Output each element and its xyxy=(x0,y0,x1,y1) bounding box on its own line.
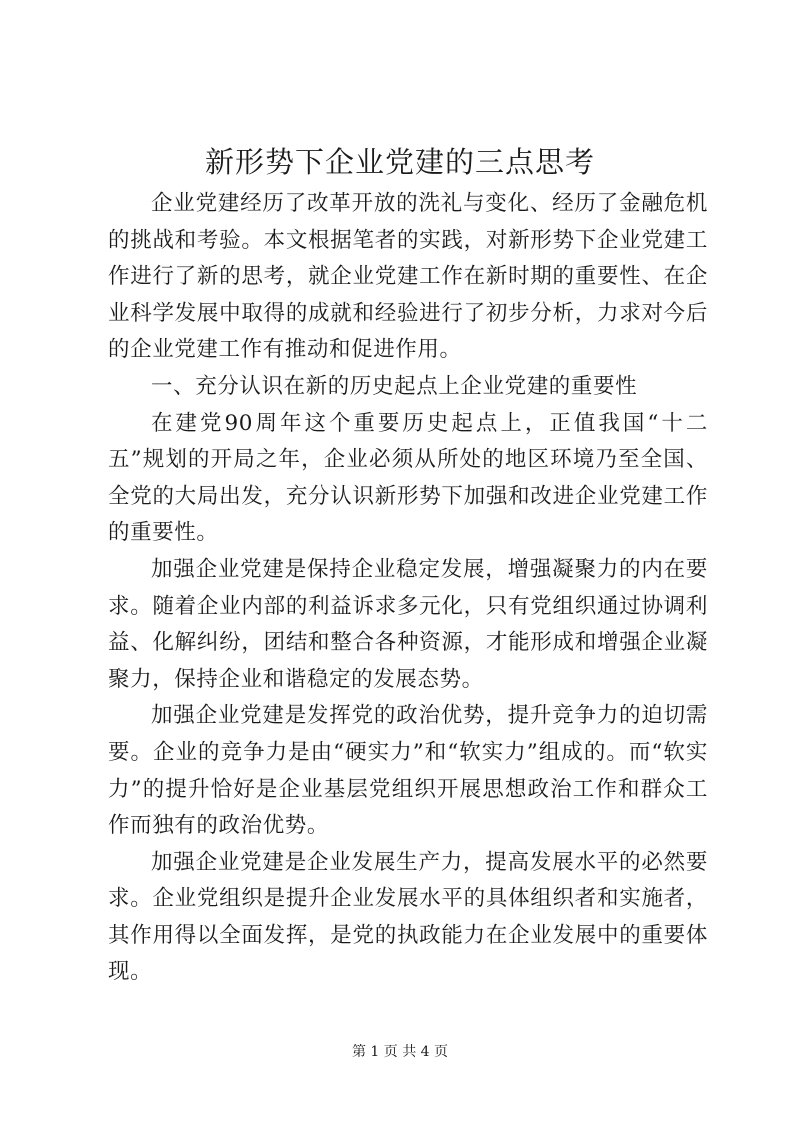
paragraph-context: 在建党90周年这个重要历史起点上，正值我国“十二五”规划的开局之年，企业必须从所处的地区环境乃至全国、全党的大局出发，充分认识新形势下加强和改进企业党建工作的重要性。 xyxy=(108,410,708,546)
paragraph-intro: 企业党建经历了改革开放的洗礼与变化、经历了金融危机的挑战和考验。本文根据笔者的实践，对新形势下企业党建工作进行了新的思考，就企业党建工作在新时期的重要性、在企业科学发展中取得的成就和经验进行了初步分析，力求对今后的企业党建工作有推动和促进作用。 xyxy=(108,191,708,363)
page-footer: 第 1 页 共 4 页 xyxy=(351,1044,449,1060)
document-body xyxy=(108,186,708,991)
paragraph-competitiveness: 加强企业党建是发挥党的政治优势，提升竞争力的迫切需要。企业的竞争力是由“硬实力”和“软实力”组成的。而“软实力”的提升恰好是企业基层党组织开展思想政治工作和群众工作而独有的政治优势。 xyxy=(108,703,708,839)
section-heading: 一、充分认识在新的历史起点上企业党建的重要性 xyxy=(151,373,638,399)
document-title: 新形势下企业党建的三点思考 xyxy=(204,145,595,179)
paragraph-productivity: 加强企业党建是企业发展生产力，提高发展水平的必然要求。企业党组织是提升企业发展水平的具体组织者和实施者，其作用得以全面发挥，是党的执政能力在企业发展中的重要体现。 xyxy=(108,849,708,985)
paragraph-cohesion: 加强企业党建是保持企业稳定发展，增强凝聚力的内在要求。随着企业内部的利益诉求多元化，只有党组织通过协调利益、化解纠纷，团结和整合各种资源，才能形成和增强企业凝聚力，保持企业和谐稳定的发展态势。 xyxy=(108,556,708,692)
